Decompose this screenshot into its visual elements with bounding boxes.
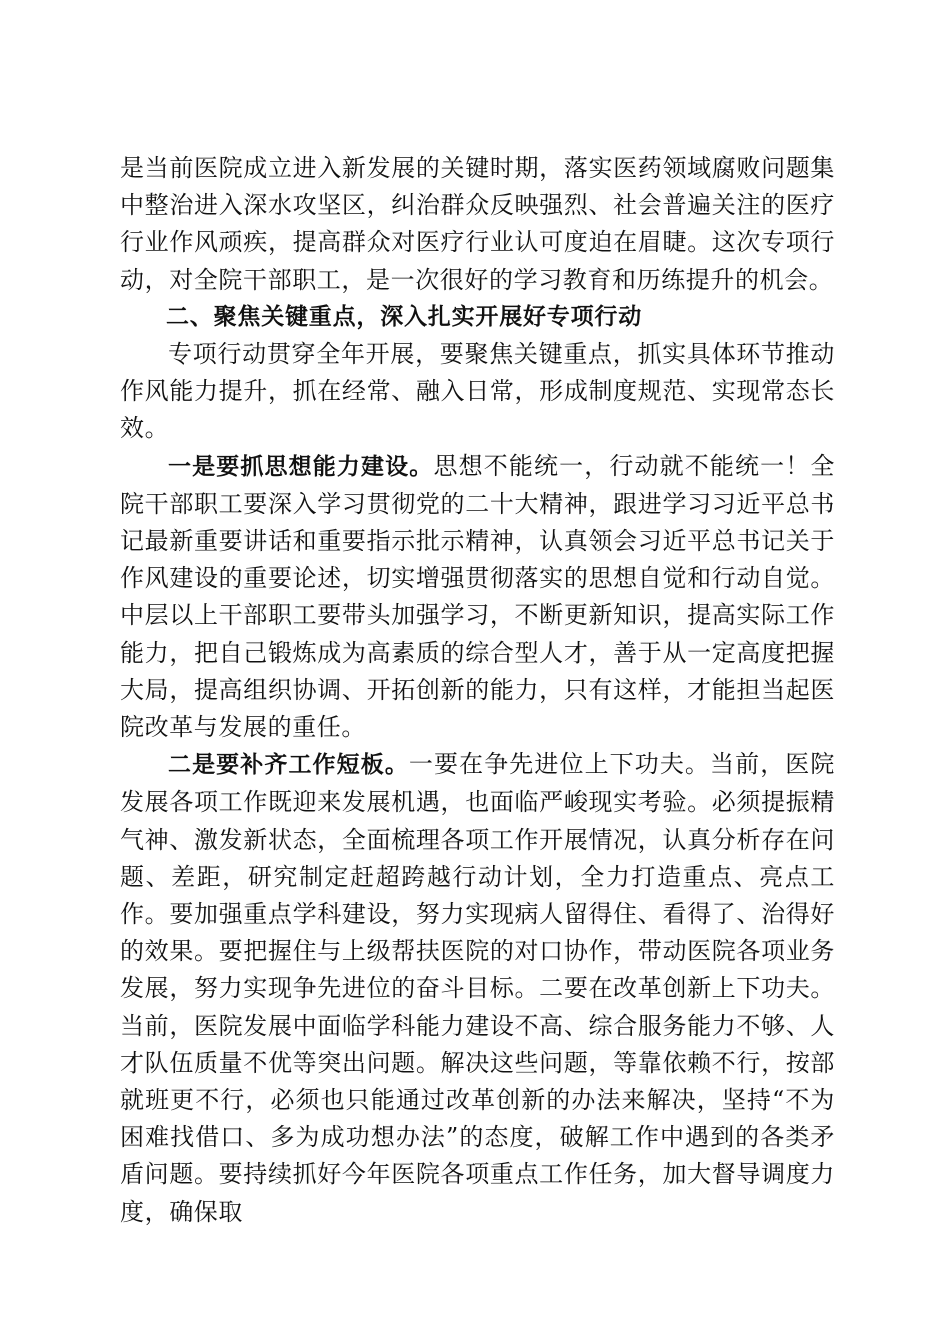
paragraph-thought-building <box>120 448 835 747</box>
paragraph-text: 一要在争先进位上下功夫。当前，医院发展各项工作既迎来发展机遇，也面临严峻现实考验。必须提振精气神、激发新状态，全面梳理各项工作开展情况，认真分析存在问题、差距，研究制定赶超跨越行动计划，全力打造重点、亮点工作。要加强重点学科建设，努力实现病人留得住、看得了、治得好的效果。要把握住与上级帮扶医院的对口协作，带动医院各项业务发展，努力实现争先进位的奋斗目标。二要在改革创新上下功夫。当前，医院发展中面临学科能力建设不高、综合服务能力不够、人才队伍质量不优等突出问题。解决这些问题，等靠依赖不行，按部就班更不行，必须也只能通过改革创新的办法来解决，坚持“不为困难找借口、多为成功想办法”的态度，破解工作中遇到的各类矛盾问题。要持续抓好今年医院各项重点工作任务，加大督导调度力度，确保取 <box>120 750 835 1226</box>
paragraph-lead: 一是要抓思想能力建设。 <box>168 453 434 480</box>
paragraph-text: 思想不能统一，行动就不能统一！全院干部职工要深入学习贯彻党的二十大精神，跟进学习习近平总书记最新重要讲话和重要指示批示精神，认真领会习近平总书记关于作风建设的重要论述，切实增强贯彻落实的思想自觉和行动自觉。中层以上干部职工要带头加强学习，不断更新知识，提高实际工作能力，把自己锻炼成为高素质的综合型人才，善于从一定高度把握大局，提高组织协调、开拓创新的能力，只有这样，才能担当起医院改革与发展的重任。 <box>120 451 835 742</box>
document-body <box>120 150 835 1231</box>
paragraph-text: 专项行动贯穿全年开展，要聚焦关键重点，抓实具体环节推动作风能力提升，抓在经常、融入日常，形成制度规范、实现常态长效。 <box>120 340 835 443</box>
paragraph-text: 是当前医院成立进入新发展的关键时期，落实医药领域腐败问题集中整治进入深水攻坚区，纠治群众反映强烈、社会普遍关注的医疗行业作风顽疾，提高群众对医疗行业认可度迫在眉睫。这次专项行动，对全院干部职工，是一次很好的学习教育和历练提升的机会。 <box>120 154 835 294</box>
paragraph-lead: 二是要补齐工作短板。 <box>168 752 409 779</box>
paragraph-context <box>120 150 835 299</box>
paragraph-shortcomings <box>120 746 835 1231</box>
section-heading <box>120 299 835 336</box>
paragraph-intro <box>120 336 835 448</box>
section-heading-text: 二、聚焦关键重点，深入扎实开展好专项行动 <box>166 303 642 330</box>
